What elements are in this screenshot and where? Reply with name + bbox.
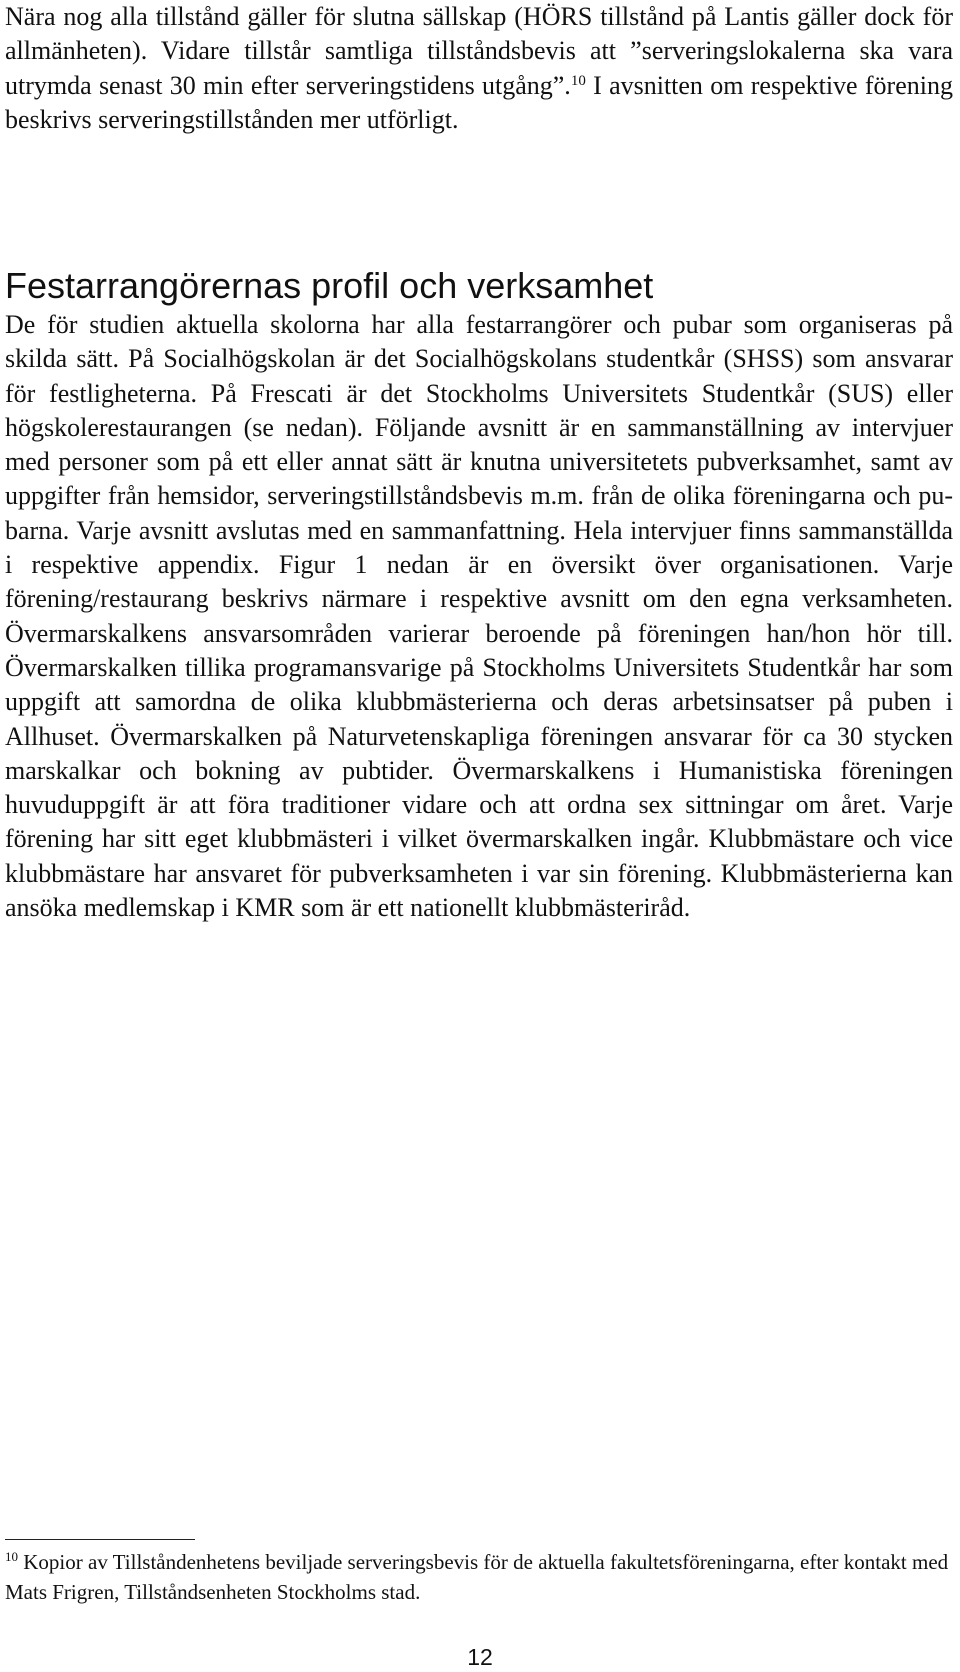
footnote-reference[interactable]: 10 <box>570 72 586 89</box>
paragraph-organizer-profile: De för studien aktuella skolorna har alla festarrangörer och pubar som organiseras på skilda sätt. På Socialhögskolan är det Socialhögskolans studentkår (SHSS) som ansvarar för festligheterna. På Frescati är det Stockholms Universitets Studentkår (SUS) eller högskolerestaurangen (se nedan). Följande avsnitt är en sammanställning av intervjuer med personer som på ett eller annat sätt är knutna universitetets pubverksamhet, samt av uppgifter från hemsidor, serveringstillståndsbevis m.m. från de olika föreningarna och pubarna. Varje avsnitt avslutas med en sammanfattning. Hela intervjuer finns sammanställda i respektive appendix. Figur 1 nedan är en översikt över organisationen. Varje förening/restaurang beskrivs närmare i respektive avsnitt om den egna verksamheten. Övermarskalkens ansvarsområden varierar beroende på föreningen han/hon hör till. Övermarskalken tillika programansvarige på Stockholms Universitets Studentkår har som uppgift att samordna de olika klubbmästerierna och deras arbetsinsatser på puben i Allhuset. Övermarskalken på Naturvetenskapliga föreningen ansvarar för ca 30 stycken marskalkar och bokning av pubtider. Övermarskalkens i Humanistiska föreningen huvuduppgift är att föra traditioner vidare och att ordna sex sittningar om året. Varje förening har sitt eget klubbmästeri i vilket övermarskalken ingår. Klubbmästare och vice klubbmästare har ansvaret för pubverksamheten i var sin förening. Klubbmästerierna kan ansöka medlemskap i KMR som är ett nationellt klubbmästeriråd. <box>5 310 953 923</box>
footnote-text: Kopior av Tillståndenhetens beviljade serveringsbevis för de aktuella fakultetsföreningarna, efter kontakt med Mats Frigren, Tillståndsenheten Stockholms stad. <box>5 1550 949 1604</box>
footnote <box>5 1547 955 1607</box>
paragraph-text: I avsnitten om respektive förening beskrivs serveringstillstånden mer utförligt. <box>5 70 953 134</box>
page-number: 12 <box>467 1644 493 1670</box>
footnote-divider <box>5 1539 195 1540</box>
paragraph-text: Nära nog alla tillstånd gäller för slutna sällskap (HÖRS tillstånd på Lantis gäller dock för allmänheten). Vidare tillstår samtliga tillståndsbevis att ”serveringslokalerna ska vara utrymda senast 30 min efter serveringstidens utgång”. <box>5 2 953 100</box>
section-heading: Festarrangörernas profil och verksamhet <box>5 265 654 306</box>
footnote-number: 10 <box>5 1549 18 1564</box>
paragraph-serving-permits <box>5 0 953 137</box>
